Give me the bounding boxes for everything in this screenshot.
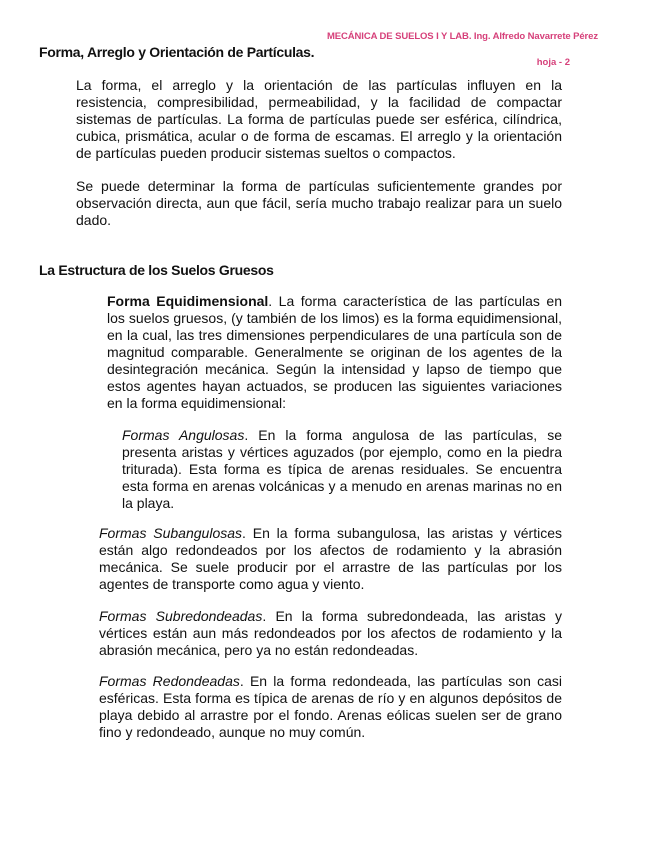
text-redondeadas: . En la forma redondeada, las partículas son casi esféricas. Esta forma es típica de arenas de río y en algunos depósitos de playa debido al arrastre por el fondo. Arenas eólicas suelen ser de grano fino y redondeado, aunque no muy común. xyxy=(99,673,562,740)
text-subredondeadas: . En la forma subredondeada, las aristas y vértices están aun más redondeados por los afectos de rodamiento y la abrasión mecánica, pero ya no están redondeadas. xyxy=(99,608,562,658)
paragraph-equidimensional xyxy=(107,293,562,412)
term-subredondeadas: Formas Subredondeadas xyxy=(99,608,263,624)
term-subangulosas: Formas Subangulosas xyxy=(99,525,243,541)
paragraph-angulosas xyxy=(122,427,562,512)
document-header: MECÁNICA DE SUELOS I Y LAB. Ing. Alfredo Navarrete Pérez xyxy=(326,31,598,42)
paragraph-redondeadas xyxy=(99,673,562,741)
paragraph-subredondeadas xyxy=(99,608,562,659)
section-title-estructura: La Estructura de los Suelos Gruesos xyxy=(39,262,274,278)
sheet-number: hoja - 2 xyxy=(536,57,570,68)
text-angulosas: . En la forma angulosa de las partículas, se presenta aristas y vértices aguzados (por ejemplo, como en la piedra triturada). Esta forma es típica de arenas residuales. Se encuentra esta forma en arenas volcánicas y a menudo en arenas marinas no en la playa. xyxy=(122,427,562,511)
term-equidimensional: Forma Equidimensional xyxy=(107,293,269,309)
section-title-forma: Forma, Arreglo y Orientación de Partículas. xyxy=(39,44,315,60)
term-angulosas: Formas Angulosas xyxy=(122,427,245,443)
paragraph-intro: La forma, el arreglo y la orientación de las partículas influyen en la resistencia, compresibilidad, permeabilidad, y la facilidad de compactar sistemas de partículas. La forma de partículas puede ser esférica, cilíndrica, cubica, prismática, acular o de forma de escamas. El arreglo y la orientación de partículas pueden producir sistemas sueltos o compactos. xyxy=(76,77,562,161)
term-redondeadas: Formas Redondeadas xyxy=(99,673,240,689)
text-subangulosas: . En la forma subangulosa, las aristas y vértices están algo redondeados por los afectos de rodamiento y la abrasión mecánica. Se suele producir por el arrastre de las partículas por los agentes de transporte como agua y viento. xyxy=(99,525,562,592)
text-equidimensional: . La forma característica de las partículas en los suelos gruesos, (y también de los limos) es la forma equidimensional, en la cual, las tres dimensiones perpendiculares de una partícula son de magnitud comparable. Generalmente se originan de los agentes de la desintegración mecánica. Según la intensidad y lapso de tiempo que estos agentes hayan actuados, se producen las siguientes variaciones en la forma equidimensional: xyxy=(107,293,562,411)
paragraph-subangulosas xyxy=(99,525,562,593)
paragraph-observacion: Se puede determinar la forma de partículas suficientemente grandes por observación directa, aun que fácil, sería mucho trabajo realizar para un suelo dado. xyxy=(76,178,562,228)
